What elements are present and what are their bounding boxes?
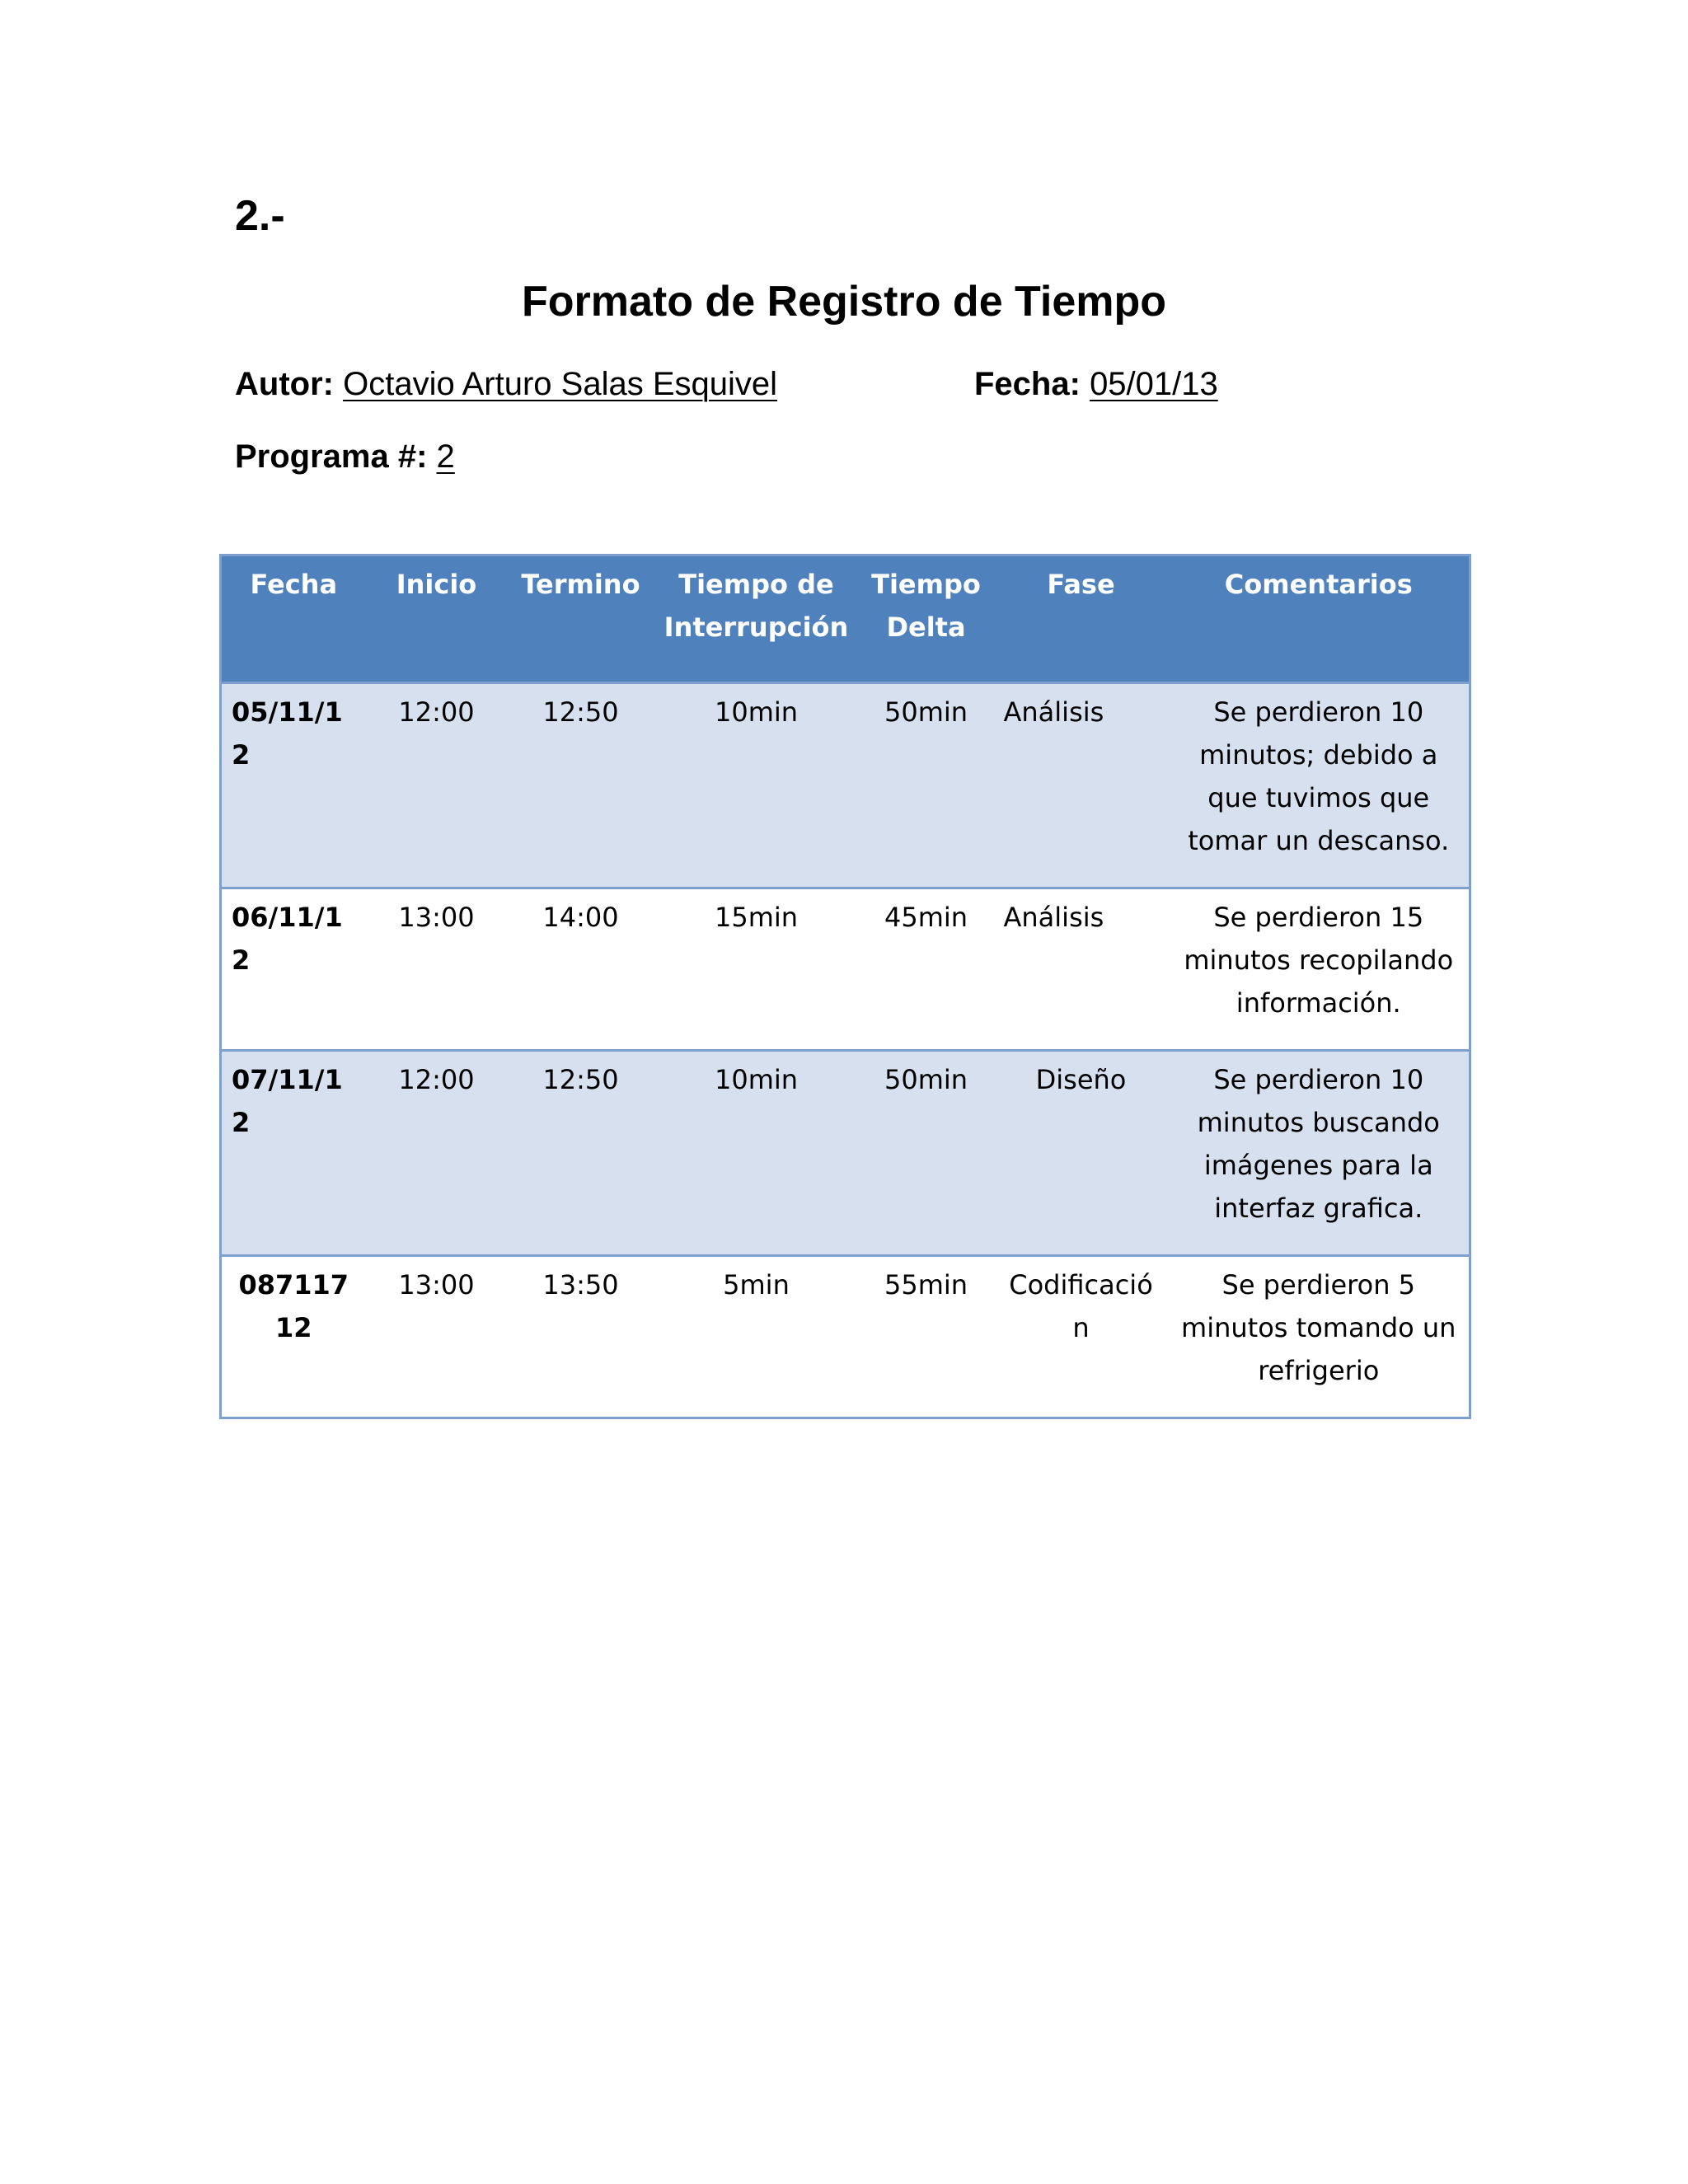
cell-fecha: 08711712 bbox=[221, 1256, 366, 1418]
cell-fase: Diseño bbox=[994, 1051, 1169, 1256]
col-header-interrupcion: Tiempo de Interrupción bbox=[654, 555, 859, 683]
time-log-table bbox=[219, 554, 1471, 1419]
cell-interrupcion: 10min bbox=[654, 683, 859, 888]
table-header-row bbox=[221, 555, 1470, 683]
col-header-comentarios: Comentarios bbox=[1169, 555, 1470, 683]
cell-termino: 12:50 bbox=[508, 1051, 654, 1256]
cell-comentarios: Se perdieron 15 minutos recopilando información. bbox=[1169, 888, 1470, 1051]
cell-comentarios: Se perdieron 10 minutos buscando imágenes para la interfaz grafica. bbox=[1169, 1051, 1470, 1256]
cell-fecha: 07/11/12 bbox=[221, 1051, 366, 1256]
fecha-value: 05/01/13 bbox=[1090, 366, 1218, 402]
cell-fase: Análisis bbox=[994, 888, 1169, 1051]
cell-comentarios: Se perdieron 5 minutos tomando un refrigerio bbox=[1169, 1256, 1470, 1418]
cell-inicio: 12:00 bbox=[366, 683, 508, 888]
autor-line bbox=[235, 366, 777, 403]
cell-fase: Análisis bbox=[994, 683, 1169, 888]
col-header-inicio: Inicio bbox=[366, 555, 508, 683]
fecha-label: Fecha: bbox=[974, 366, 1081, 402]
document-title: Formato de Registro de Tiempo bbox=[521, 278, 1167, 326]
cell-interrupcion: 10min bbox=[654, 1051, 859, 1256]
cell-comentarios: Se perdieron 10 minutos; debido a que tuvimos que tomar un descanso. bbox=[1169, 683, 1470, 888]
cell-inicio: 13:00 bbox=[366, 1256, 508, 1418]
section-number: 2.- bbox=[235, 192, 285, 240]
cell-interrupcion: 5min bbox=[654, 1256, 859, 1418]
cell-fase: Codificación bbox=[994, 1256, 1169, 1418]
fecha-line bbox=[974, 366, 1218, 403]
table-row bbox=[221, 888, 1470, 1051]
col-header-delta: Tiempo Delta bbox=[859, 555, 994, 683]
cell-termino: 14:00 bbox=[508, 888, 654, 1051]
programa-line bbox=[235, 438, 455, 476]
autor-label: Autor: bbox=[235, 366, 334, 402]
cell-delta: 45min bbox=[859, 888, 994, 1051]
cell-fecha: 05/11/12 bbox=[221, 683, 366, 888]
cell-delta: 55min bbox=[859, 1256, 994, 1418]
programa-label: Programa #: bbox=[235, 438, 428, 475]
cell-termino: 13:50 bbox=[508, 1256, 654, 1418]
cell-delta: 50min bbox=[859, 683, 994, 888]
col-header-termino: Termino bbox=[508, 555, 654, 683]
cell-inicio: 13:00 bbox=[366, 888, 508, 1051]
col-header-fase: Fase bbox=[994, 555, 1169, 683]
table-row bbox=[221, 1256, 1470, 1418]
cell-delta: 50min bbox=[859, 1051, 994, 1256]
cell-inicio: 12:00 bbox=[366, 1051, 508, 1256]
cell-fecha: 06/11/12 bbox=[221, 888, 366, 1051]
col-header-fecha: Fecha bbox=[221, 555, 366, 683]
table-row bbox=[221, 1051, 1470, 1256]
table-row bbox=[221, 683, 1470, 888]
programa-value: 2 bbox=[436, 438, 455, 475]
cell-termino: 12:50 bbox=[508, 683, 654, 888]
autor-value: Octavio Arturo Salas Esquivel bbox=[343, 366, 778, 402]
cell-interrupcion: 15min bbox=[654, 888, 859, 1051]
